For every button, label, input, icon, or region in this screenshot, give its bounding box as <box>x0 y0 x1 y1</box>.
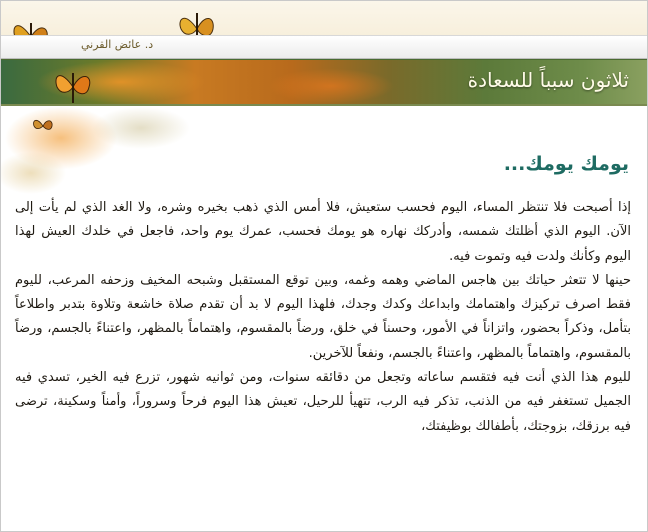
butterfly-icon <box>51 67 95 107</box>
article-heading: يومك يومك... <box>503 153 629 175</box>
author-name: د. عائض القرني <box>81 38 154 51</box>
paragraph-1: إذا أصبحت فلا تنتظر المساء، اليوم فحسب ستعيش، فلا أمس الذي ذهب بخيره وشره، ولا الغد الذي لم يأت إلى الآن. اليوم الذي أظلتك شمسه، وأدركك نهاره هو يومك فحسب، عمرك يوم واحد، فاجعل في خلدك العيش لهذا اليوم وكأنك ولدت فيه وتموت فيه. <box>15 200 631 264</box>
title-banner <box>1 59 647 106</box>
article-body <box>15 196 631 439</box>
paragraph-3: لليوم هذا الذي أنت فيه فتقسم ساعاته وتجعل من دقائقه سنوات، ومن ثوانيه شهور، تزرع فيه الخير، تسدي فيه الجميل تستغفر فيه من الذنب، تذكر فيه الرب، تتهيأ للرحيل، تعيش هذا اليوم فرحاً وسروراً، وأمناً وسكينة، ترضى فيه برزقك، بزوجتك، بأطفالك بوظيفتك، <box>15 370 631 434</box>
butterfly-icon <box>31 115 55 137</box>
paragraph-2: حينها لا تتعثر حياتك بين هاجس الماضي وهمه وغمه، وبين توقع المستقبل وشبحه المخيف وزحفه المرعب، لليوم فقط اصرف تركيزك واهتمامك وابداعك وكدك وجدك، فلهذا اليوم لا بد أن تقدم صلاة خاشعة وتلاوة بتدبر واطلاعاً بتأمل، وذكراً بحضور، واتزاناً في الأمور، وحسناً في خلق، ورضاً بالمقسوم، واهتماماً بالمظهر، واعتناءً بالجسم، ورضاً بالمقسوم، واهتماماً بالمظهر، واعتناءً بالجسم، ونفعاً للآخرين. <box>15 272 631 361</box>
page-title: ثلاثون سبباً للسعادة <box>467 68 629 92</box>
